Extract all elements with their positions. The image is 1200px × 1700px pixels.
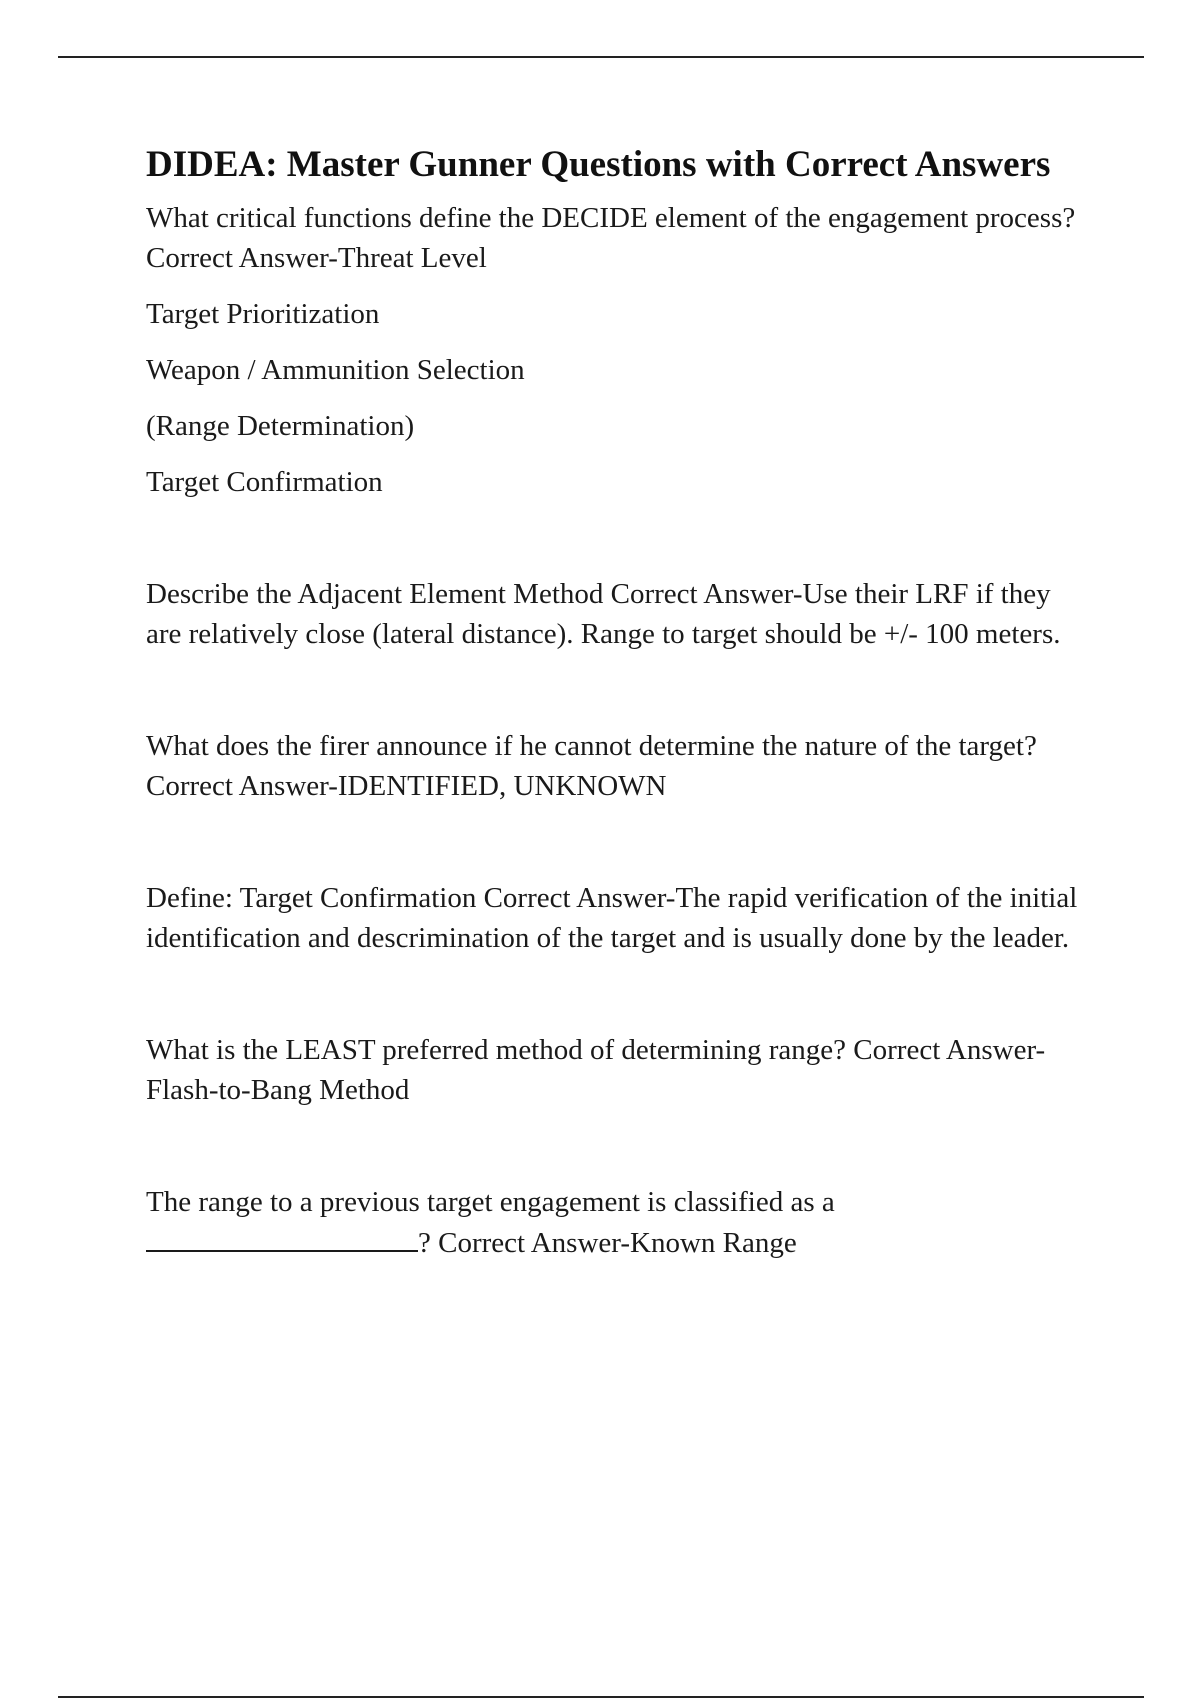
qa3-text: What does the firer announce if he cannot determine the nature of the target? Correct Answer-IDENTIFIED, UNKNOWN bbox=[146, 730, 1037, 802]
spacer bbox=[146, 806, 1086, 878]
spacer bbox=[146, 502, 1086, 574]
qa6-prefix: The range to a previous target engagement is classified as a bbox=[146, 1186, 835, 1218]
qa4-text: Define: Target Confirmation Correct Answer-The rapid verification of the initial identification and descrimination of the target and is usually done by the leader. bbox=[146, 882, 1078, 954]
document-body bbox=[146, 140, 1086, 1263]
qa6-text bbox=[146, 1182, 1086, 1263]
bottom-rule bbox=[58, 1696, 1144, 1698]
spacer bbox=[146, 654, 1086, 726]
qa1-item-3: (Range Determination) bbox=[146, 410, 415, 442]
spacer bbox=[146, 958, 1086, 1030]
qa2-text: Describe the Adjacent Element Method Correct Answer-Use their LRF if they are relatively close (lateral distance). Range to target should be +/- 100 meters. bbox=[146, 578, 1061, 650]
top-rule bbox=[58, 56, 1144, 58]
spacer bbox=[146, 1110, 1086, 1182]
document-title: DIDEA: Master Gunner Questions with Correct Answers bbox=[146, 144, 1051, 185]
qa1-item-2: Weapon / Ammunition Selection bbox=[146, 354, 525, 386]
qa1-item-1: Target Prioritization bbox=[146, 298, 380, 330]
answer-blank bbox=[146, 1222, 418, 1252]
qa1-question: What critical functions define the DECIDE element of the engagement process? Correct Answer-Threat Level bbox=[146, 202, 1076, 274]
qa1-item-4: Target Confirmation bbox=[146, 466, 383, 498]
qa6-suffix: ? Correct Answer-Known Range bbox=[418, 1227, 797, 1259]
qa5-text: What is the LEAST preferred method of determining range? Correct Answer-Flash-to-Bang Method bbox=[146, 1034, 1046, 1106]
